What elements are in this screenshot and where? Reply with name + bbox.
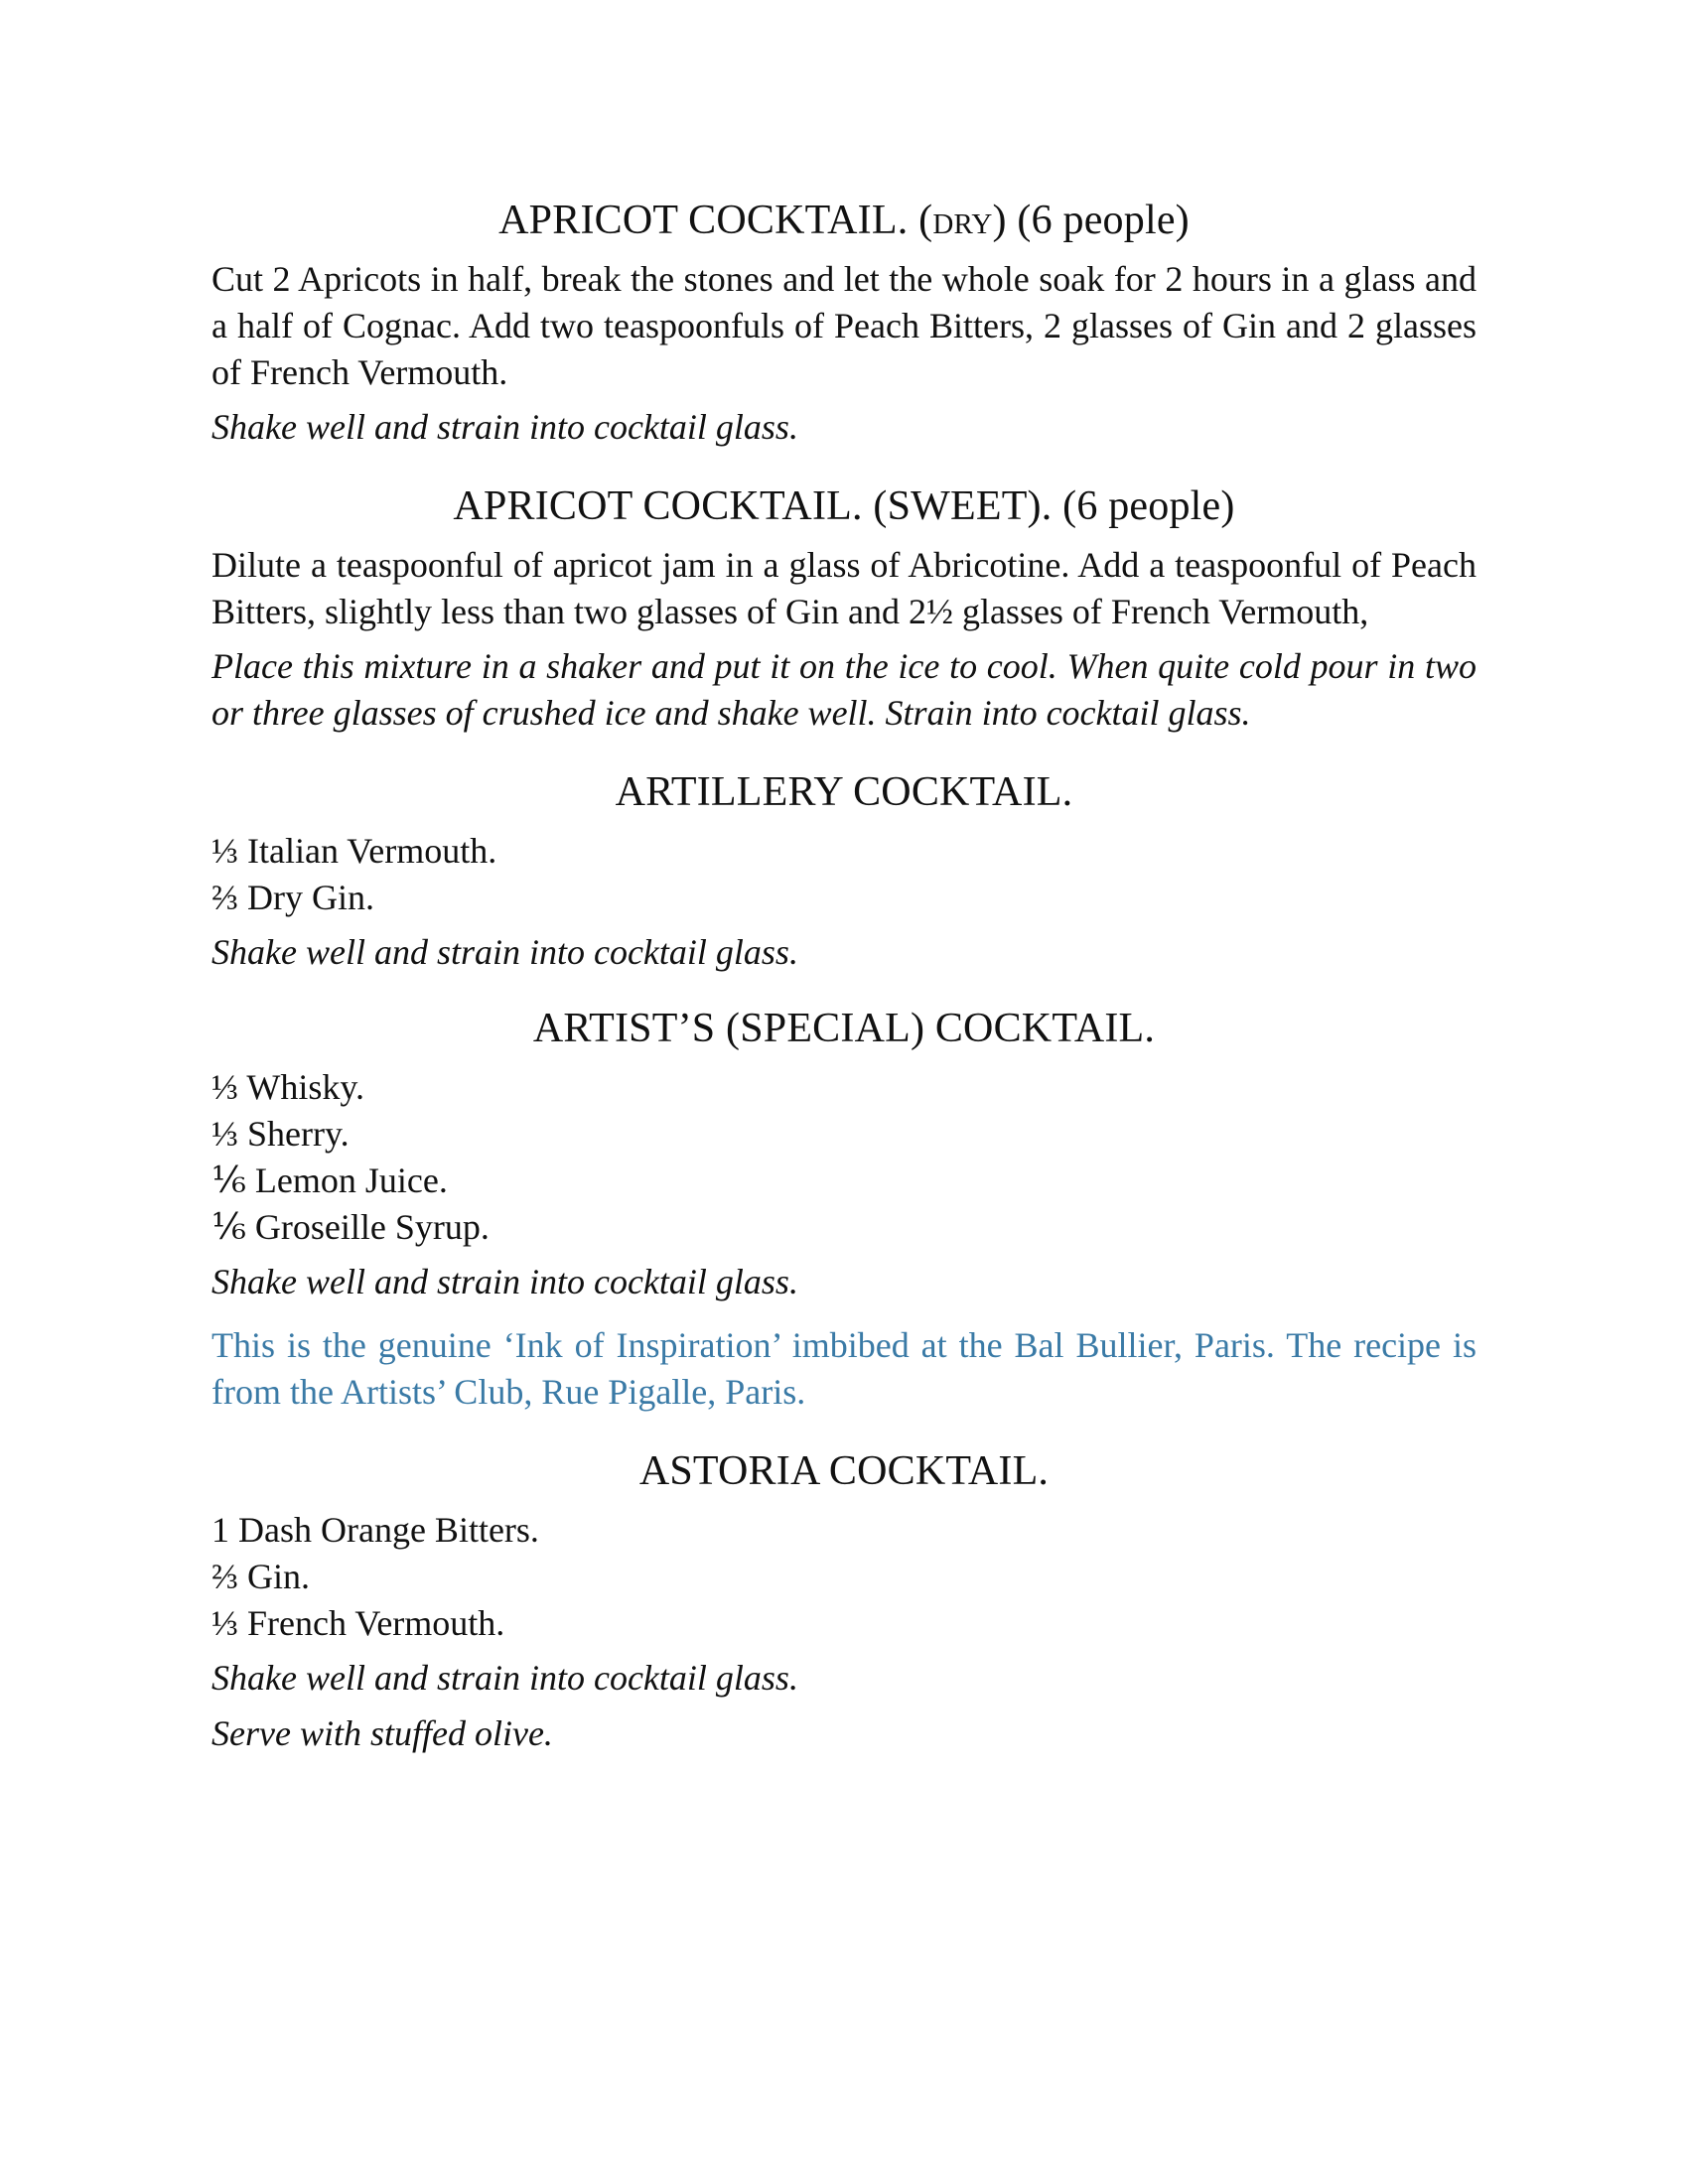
recipe-serving-note: Serve with stuffed olive. [211, 1713, 553, 1753]
ingredient-line: ⅓ French Vermouth. [211, 1603, 505, 1643]
recipe-method: Shake well and strain into cocktail glass. [211, 932, 798, 972]
recipe-method: Shake well and strain into cocktail glass. [211, 1658, 798, 1698]
recipe-astoria [211, 1445, 1477, 1757]
recipe-title [211, 195, 1477, 246]
ingredient-line: ⅙ Lemon Juice. [211, 1160, 448, 1200]
recipe-method: Shake well and strain into cocktail glass. [211, 1262, 798, 1301]
recipe-title: APRICOT COCKTAIL. (SWEET). (6 people) [453, 483, 1235, 529]
title-tail: ) (6 people) [992, 198, 1190, 243]
ingredient-line: ⅓ Sherry. [211, 1114, 350, 1154]
title-small-caps: dry [932, 198, 993, 243]
recipe-apricot-dry [211, 195, 1477, 451]
recipe-note: This is the genuine ‘Ink of Inspiration’ imbibed at the Bal Bullier, Paris. The recipe is from the Artists’ Club, Rue Pigalle, Paris. [211, 1325, 1477, 1412]
ingredient-line: ⅙ Groseille Syrup. [211, 1207, 490, 1247]
recipe-title: ASTORIA COCKTAIL. [638, 1448, 1050, 1494]
recipe-artists-special [211, 1003, 1477, 1416]
ingredient-line: ⅔ Dry Gin. [211, 878, 374, 917]
recipe-paragraph: Dilute a teaspoonful of apricot jam in a glass of Abricotine. Add a teaspoonful of Peach Bitters, slightly less than two glasses of Gin and 2½ glasses of French Vermouth, [211, 545, 1477, 631]
recipe-method: Place this mixture in a shaker and put it on the ice to cool. When quite cold pour in two or three glasses of crushed ice and shake well. Strain into cocktail glass. [211, 646, 1477, 733]
title-text: APRICOT COCKTAIL. ( [498, 198, 933, 243]
recipe-paragraph: Cut 2 Apricots in half, break the stones and let the whole soak for 2 hours in a glass and a half of Cognac. Add two teaspoonfuls of Peach Bitters, 2 glasses of Gin and 2 glasses of French Vermouth. [211, 259, 1477, 392]
document-page [211, 195, 1477, 1757]
ingredient-line: 1 Dash Orange Bitters. [211, 1510, 539, 1550]
ingredient-line: ⅓ Italian Vermouth. [211, 831, 497, 871]
recipe-method: Shake well and strain into cocktail glass. [211, 407, 798, 447]
recipe-apricot-sweet [211, 480, 1477, 737]
recipe-title: ARTIST’S (SPECIAL) COCKTAIL. [532, 1006, 1156, 1051]
ingredient-line: ⅓ Whisky. [211, 1067, 365, 1107]
ingredient-line: ⅔ Gin. [211, 1557, 310, 1596]
recipe-artillery [211, 766, 1477, 976]
recipe-title: ARTILLERY COCKTAIL. [615, 769, 1073, 815]
